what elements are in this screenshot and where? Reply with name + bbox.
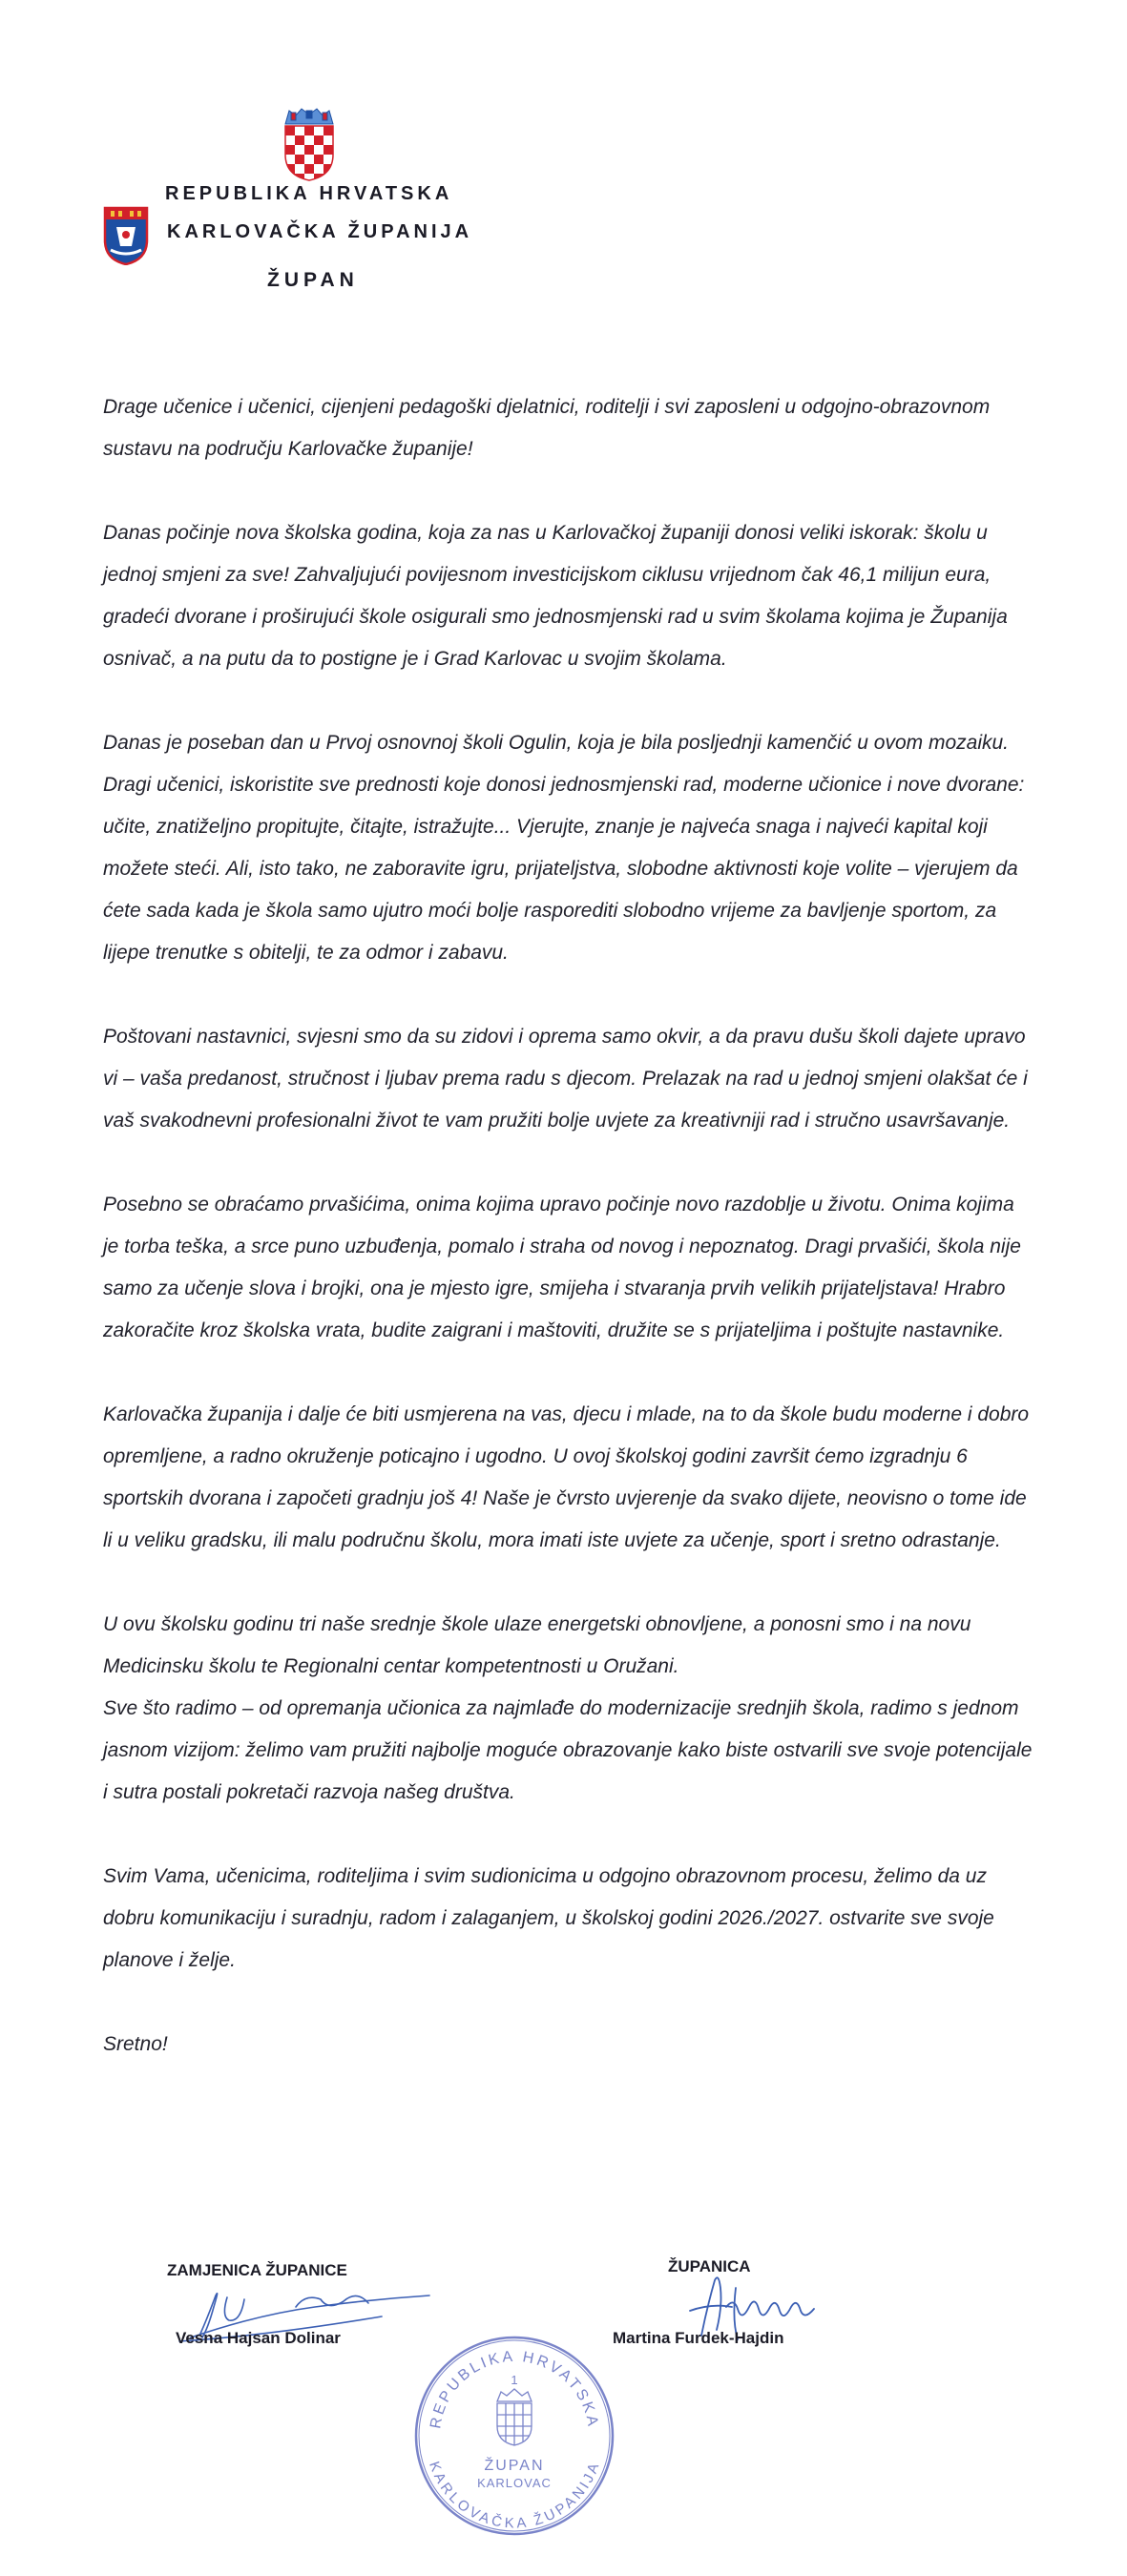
letter-paragraph: Svim Vama, učenicima, roditeljima i svim sudionicima u odgojno obrazovnom procesu, želimo da uz dobru komunikaciju i suradnju, radom i zalaganjem, u školskoj godini 2026./2027. ostvarite sve svoje planove i želje. [103,1865,994,1971]
letter-body [103,386,1033,2108]
stamp-bottom-text: KARLOVAČKA ŽUPANIJA [426,2459,603,2532]
deputy-name: Vesna Hajsan Dolinar [176,2329,341,2347]
letter-paragraph: Poštovani nastavnici, svjesni smo da su zidovi i oprema samo okvir, a da pravu dušu školi dajete upravo vi – vaša predanost, stručnost i ljubav prema radu s djecom. Prelazak na rad u jednoj smjeni olakšat će i vaš svakodnevni profesionalni život te vam pružiti bolje uvjete za kreativniji rad i stručno usavršavanje. [103,1026,1028,1132]
prefect-name: Martina Furdek-Hajdin [613,2329,784,2347]
letterhead-office: ŽUPAN [267,269,359,291]
letter-paragraph: Sve što radimo – od opremanja učionica za najmlađe do modernizacije srednjih škola, radimo s jednom jasnom vizijom: želimo vam pružiti najbolje moguće obrazovanje kako biste ostvarili sve svoje potencijale i sutra postali pokretači razvoja našeg društva. [103,1697,1033,1803]
croatian-coat-of-arms-icon [282,107,336,181]
letterhead-republic: REPUBLIKA HRVATSKA [165,183,453,204]
letterhead-county: KARLOVAČKA ŽUPANIJA [167,221,473,242]
stamp-city-text: KARLOVAC [477,2476,552,2490]
letter-closing: Sretno! [103,2033,168,2055]
stamp-number: 1 [511,2373,518,2387]
karlovac-county-coat-of-arms-icon [103,206,149,265]
stamp-top-text: REPUBLIKA HRVATSKA [428,2348,601,2430]
letter-greeting: Drage učenice i učenici, cijenjeni pedagoški djelatnici, roditelji i svi zaposleni u odgojno-obrazovnom sustavu na području Karlovačke županije! [103,396,991,460]
letter-paragraph: Danas počinje nova školska godina, koja za nas u Karlovačkoj županiji donosi veliki iskorak: školu u jednoj smjeni za sve! Zahvaljujući povijesnom investicijskom ciklusu vrijednom čak 46,1 milijun eura, gradeći dvorane i proširujući škole osigurali smo jednosmjenski rad u svim školama kojima je Županija osnivač, a na putu da to postigne je i Grad Karlovac u svojim školama. [103,522,1008,670]
stamp-coat-icon [497,2389,532,2445]
letter-paragraph: Posebno se obraćamo prvašićima, onima kojima upravo počinje novo razdoblje u životu. Onima kojima je torba teška, a srce puno uzbuđenja, pomalo i straha od novog i nepoznatog. Dragi prvašići, škola nije samo za učenje slova i brojki, ona je mjesto igre, smijeha i stvaranja prvih velikih prijateljstava! Hrabro zakoračite kroz školska vrata, budite zaigrani i maštoviti, družite se s prijateljima i poštujte nastavnike. [103,1194,1021,1341]
letter-paragraph: Karlovačka županija i dalje će biti usmjerena na vas, djecu i mlade, na to da škole budu moderne i dobro opremljene, a radno okruženje poticajno i ugodno. U ovoj školskoj godini završit ćemo izgradnju 6 sportskih dvorana i započeti gradnju još 4! Naše je čvrsto uvjerenje da svako dijete, neovisno o tome ide li u veliku gradsku, ili malu područnu školu, mora imati iste uvjete za učenje, sport i sretno odrastanje. [103,1403,1030,1551]
letter-paragraph: U ovu školsku godinu tri naše srednje škole ulaze energetski obnovljene, a ponosni smo i na novu Medicinsku školu te Regionalni centar kompetentnosti u Oružani. [103,1613,971,1677]
stamp-center-text: ŽUPAN [484,2458,545,2474]
deputy-title: ZAMJENICA ŽUPANICE [167,2261,347,2279]
prefect-title: ŽUPANICA [668,2257,751,2275]
official-stamp [413,2335,616,2537]
letter-paragraph: Danas je poseban dan u Prvoj osnovnoj školi Ogulin, koja je bila posljednji kamenčić u ovom mozaiku. Dragi učenici, iskoristite sve prednosti koje donosi jednosmjenski rad, moderne učionice i nove dvorane: učite, znatiželjno propitujte, čitajte, istražujte... Vjerujte, znanje je najveća snaga i najveći kapital koji možete steći. Ali, isto tako, ne zaboravite igru, prijateljstva, slobodne aktivnosti koje volite – vjerujem da ćete sada kada je škola samo ujutro moći bolje rasporediti slobodno vrijeme za bavljenje sportom, za lijepe trenutke s obitelji, te za odmor i zabavu. [103,732,1025,964]
